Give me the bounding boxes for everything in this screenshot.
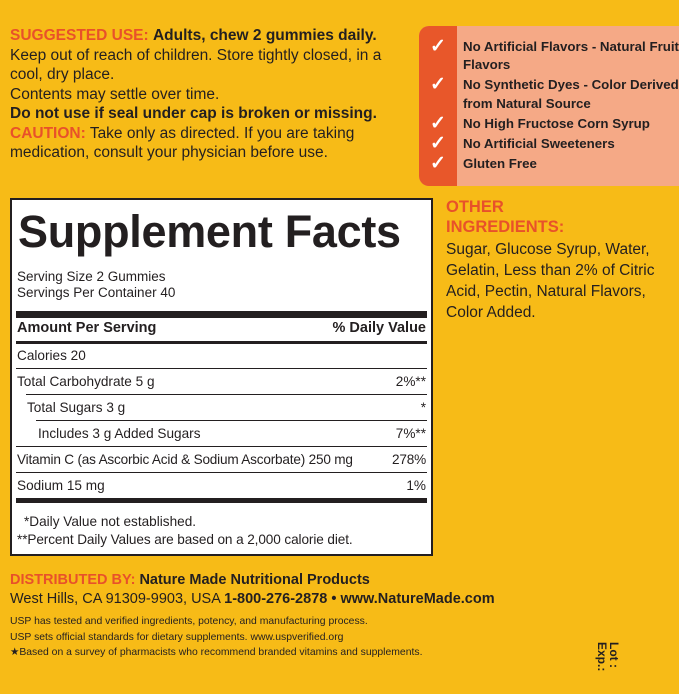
claim-text: No Artificial Flavors - Natural Fruit Flavors bbox=[463, 39, 679, 73]
nutrient-dv: * bbox=[420, 400, 426, 415]
facts-row-total-sugars bbox=[27, 399, 426, 417]
supplement-facts-panel bbox=[10, 198, 433, 556]
check-icon: ✓ bbox=[430, 74, 446, 96]
claim-item bbox=[419, 38, 679, 74]
facts-row-calories bbox=[17, 347, 426, 365]
check-icon: ✓ bbox=[430, 153, 446, 175]
claims-list bbox=[419, 38, 679, 175]
suggested-use-label: SUGGESTED USE: bbox=[10, 27, 149, 44]
footnote-percent-dv: **Percent Daily Values are based on a 2,000 calorie diet. bbox=[17, 532, 353, 547]
distributor-info bbox=[10, 571, 570, 609]
other-ingredients bbox=[446, 198, 671, 323]
distributor-line bbox=[10, 571, 570, 590]
suggested-use bbox=[10, 26, 415, 46]
row-divider bbox=[16, 446, 427, 447]
nutrient-label: Sodium 15 mg bbox=[17, 478, 105, 493]
row-divider bbox=[36, 420, 427, 421]
serving-size: Serving Size 2 Gummies bbox=[17, 269, 166, 284]
seal-warning: Do not use if seal under cap is broken or missing. bbox=[10, 105, 377, 122]
settle-note: Contents may settle over time. bbox=[10, 85, 220, 103]
other-ingredients-title-1: OTHER bbox=[446, 198, 504, 216]
usp-tested-note: USP has tested and verified ingredients, potency, and manufacturing process. bbox=[10, 616, 368, 627]
caution bbox=[10, 124, 415, 163]
nutrient-dv: 278% bbox=[392, 452, 426, 467]
thick-divider bbox=[16, 311, 427, 318]
nutrient-dv: 2%** bbox=[395, 374, 426, 389]
row-divider bbox=[26, 394, 427, 395]
claim-text: Gluten Free bbox=[463, 156, 537, 172]
nutrient-label: Vitamin C (as Ascorbic Acid & Sodium Ascorbate) 250 mg bbox=[17, 452, 353, 467]
claim-item bbox=[419, 76, 679, 112]
header-divider bbox=[16, 341, 427, 344]
exp-label: Exp.: bbox=[595, 642, 609, 672]
facts-row-vitamin-c bbox=[17, 451, 426, 469]
lot-exp-labels bbox=[595, 642, 621, 686]
row-divider bbox=[16, 472, 427, 473]
claim-text: No Synthetic Dyes - Color Derived from Natural Source bbox=[463, 77, 679, 111]
nutrient-dv: 7%** bbox=[395, 426, 426, 441]
usp-standards-note: USP sets official standards for dietary supplements. www.uspverified.org bbox=[10, 631, 344, 643]
claim-item bbox=[419, 112, 679, 134]
nutrient-label: Calories 20 bbox=[17, 348, 86, 363]
footnote-dv-not-established: *Daily Value not established. bbox=[24, 514, 197, 529]
check-icon: ✓ bbox=[430, 36, 446, 57]
facts-row-sodium bbox=[17, 477, 426, 495]
thick-divider bbox=[16, 498, 427, 503]
claim-item bbox=[419, 155, 679, 173]
check-icon: ✓ bbox=[430, 133, 446, 155]
facts-header-row bbox=[17, 320, 426, 340]
claim-text: No High Fructose Corn Syrup bbox=[463, 115, 650, 131]
usage-directions bbox=[10, 26, 415, 163]
nutrient-dv: 1% bbox=[406, 478, 426, 493]
facts-row-carbohydrate bbox=[17, 373, 426, 391]
serving-info bbox=[17, 269, 175, 301]
suggested-use-text: Adults, chew 2 gummies daily. bbox=[152, 27, 377, 44]
distributor-address-line bbox=[10, 590, 570, 609]
nutrient-label: Total Carbohydrate 5 g bbox=[17, 374, 155, 389]
distributor-address: West Hills, CA 91309-9903, USA bbox=[10, 591, 221, 607]
other-ingredients-text: Sugar, Glucose Syrup, Water, Gelatin, Less than 2% of Citric Acid, Pectin, Natural Flavors, Color Added. bbox=[446, 241, 655, 321]
amount-per-serving-header: Amount Per Serving bbox=[17, 320, 157, 336]
claim-text: No Artificial Sweeteners bbox=[463, 136, 615, 152]
caution-label: CAUTION: bbox=[10, 124, 86, 142]
claims-box bbox=[419, 26, 679, 186]
row-divider bbox=[16, 368, 427, 369]
distributor-company: Nature Made Nutritional Products bbox=[139, 572, 370, 588]
distributor-phone: 1-800-276-2878 bbox=[224, 591, 328, 607]
caution-text: Take only as directed. If you are taking medication, consult your physician before use. bbox=[10, 124, 355, 161]
other-ingredients-title-2: INGREDIENTS: bbox=[446, 217, 565, 236]
nutrient-label: Includes 3 g Added Sugars bbox=[38, 426, 201, 441]
servings-per-container: Servings Per Container 40 bbox=[17, 285, 176, 300]
distributor-website: • www.NatureMade.com bbox=[331, 591, 495, 607]
facts-row-added-sugars bbox=[38, 425, 426, 443]
daily-value-header: % Daily Value bbox=[332, 320, 426, 336]
small-print bbox=[10, 614, 570, 661]
lot-label: Lot : bbox=[607, 642, 621, 668]
claim-item bbox=[419, 135, 679, 153]
storage-instructions: Keep out of reach of children. Store tightly closed, in a cool, dry place. bbox=[10, 46, 382, 83]
facts-title: Supplement Facts bbox=[18, 206, 401, 257]
pharmacist-survey-note: ★Based on a survey of pharmacists who recommend branded vitamins and supplements. bbox=[10, 647, 423, 658]
check-icon: ✓ bbox=[430, 112, 446, 134]
distributed-by-label: DISTRIBUTED BY: bbox=[10, 572, 136, 588]
nutrient-label: Total Sugars 3 g bbox=[27, 400, 126, 415]
